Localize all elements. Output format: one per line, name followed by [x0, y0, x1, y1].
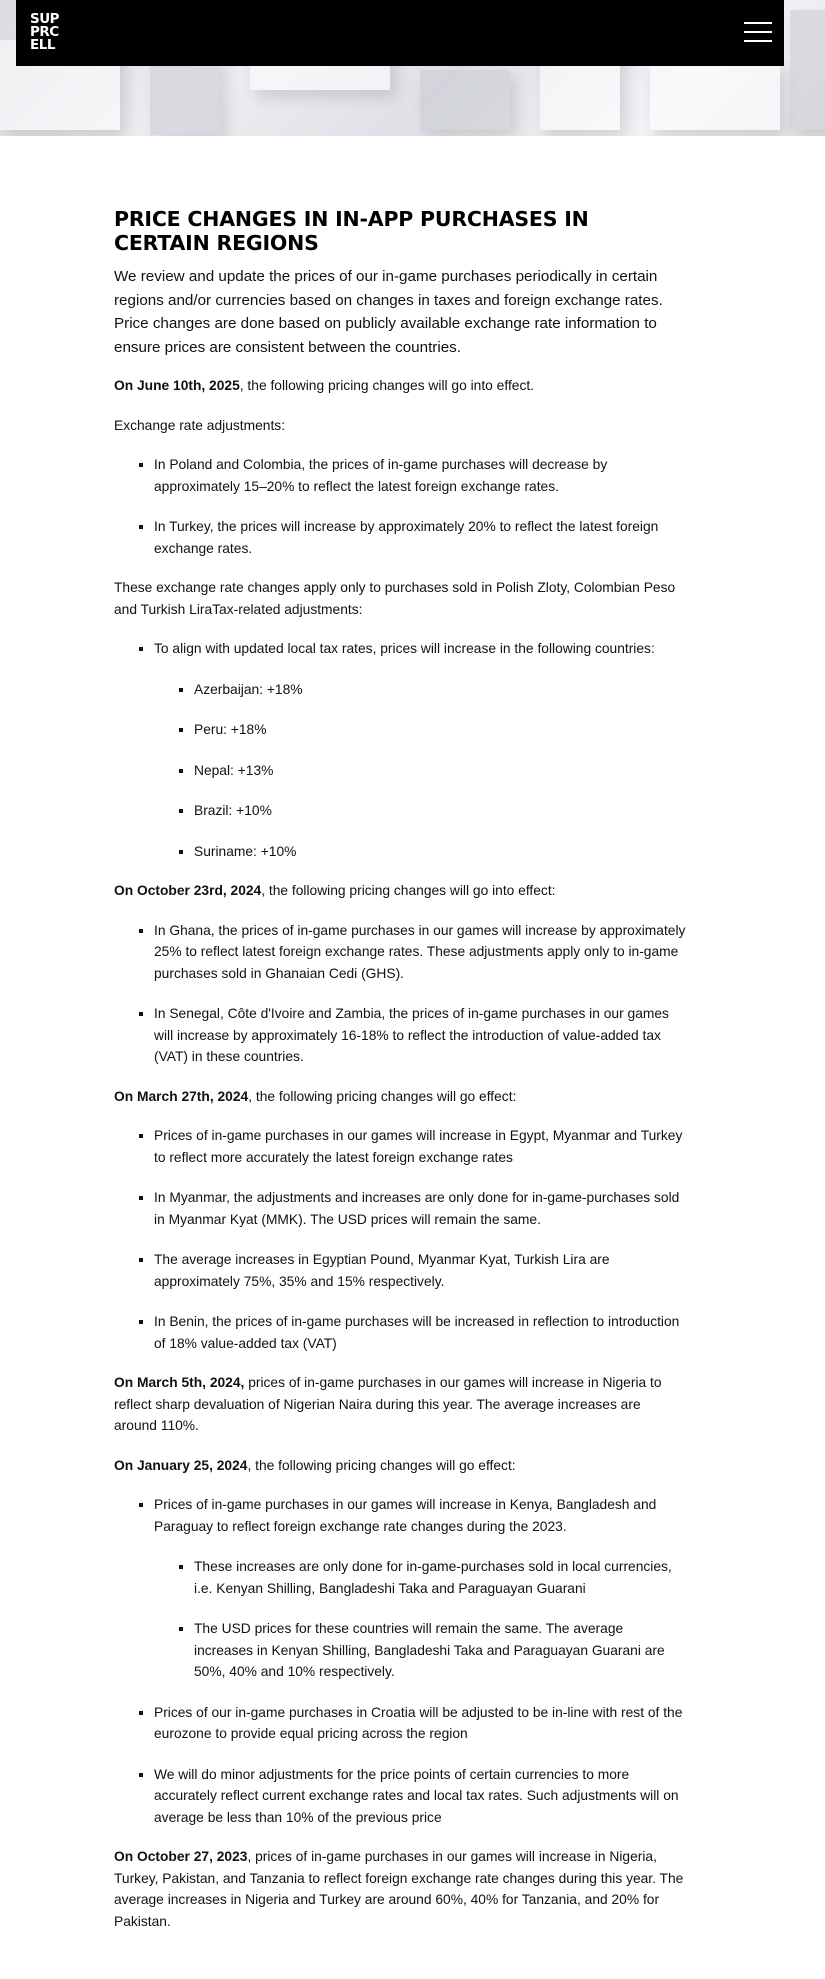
oct-2024-list — [114, 920, 686, 1068]
section-jan-2024-lead: On January 25, 2024, the following pricing changes will go effect: — [114, 1457, 516, 1473]
article-content — [114, 207, 686, 1950]
list-item: ▪ In Myanmar, the adjustments and increases are only done for in-game-purchases sold in Myanmar Kyat (MMK). The USD prices will remain the same. — [154, 1187, 686, 1230]
list-item: ▪ In Benin, the prices of in-game purchases will be increased in reflection to introduction of 18% value-added tax (VAT) — [154, 1311, 686, 1354]
mar-2024-list — [114, 1125, 686, 1354]
hamburger-menu-icon[interactable] — [744, 20, 772, 46]
exchange-heading: Exchange rate adjustments: — [114, 417, 286, 433]
list-item: ▪ Peru: +18% — [194, 719, 686, 741]
list-item: ▪ The average increases in Egyptian Pound, Myanmar Kyat, Turkish Lira are approximately 75%, 35% and 15% respectively. — [154, 1249, 686, 1292]
list-item: ▪ Azerbaijan: +18% — [194, 679, 686, 701]
page-title: PRICE CHANGES IN IN-APP PURCHASES IN CERTAIN REGIONS — [114, 207, 589, 255]
apply-note: These exchange rate changes apply only to purchases sold in Polish Zloty, Colombian Peso and Turkish LiraTax-related adjustments: — [114, 580, 676, 617]
list-item: ▪ In Poland and Colombia, the prices of in-game purchases will decrease by approximately 15–20% to reflect the latest foreign exchange rates. — [154, 454, 686, 497]
list-item: ▪ We will do minor adjustments for the price points of certain currencies to more accurately reflect current exchange rates and local tax rates. Such adjustments will on average be less than 10% of the previous price — [154, 1764, 686, 1829]
list-item: ▪ Prices of in-game purchases in our games will increase in Egypt, Myanmar and Turkey to reflect more accurately the latest foreign exchange rates — [154, 1125, 686, 1168]
section-mar-2024-lead: On March 27th, 2024, the following pricing changes will go effect: — [114, 1088, 517, 1104]
hero-decor-block — [790, 10, 825, 130]
section-june-2025-lead: On June 10th, 2025, the following pricing changes will go into effect. — [114, 378, 535, 393]
list-item: ▪ Nepal: +13% — [194, 760, 686, 782]
hero-decor-block — [420, 70, 510, 130]
list-item: ▪ To align with updated local tax rates, prices will increase in the following countries: ▪ Azerbaijan: +18% ▪ Peru: +18% ▪ Nepal: +13% ▪ Brazil: +10% ▪ Suriname: +10% — [154, 638, 686, 862]
jan-2024-list — [114, 1494, 686, 1828]
list-item: ▪ Suriname: +10% — [194, 841, 686, 863]
section-mar5-2024: On March 5th, 2024, prices of in-game purchases in our games will increase in Nigeria to reflect sharp devaluation of Nigerian Naira during this year. The average increases are around 110%. — [114, 1375, 662, 1433]
list-item: ▪ Brazil: +10% — [194, 800, 686, 822]
exchange-list — [114, 454, 686, 559]
list-item: ▪ The USD prices for these countries will remain the same. The average increases in Kenyan Shilling, Bangladeshi Taka and Paraguayan Guarani are 50%, 40% and 10% respectively. — [194, 1618, 686, 1683]
list-item: ▪ In Ghana, the prices of in-game purchases in our games will increase by approximately 25% to reflect latest foreign exchange rates. These adjustments apply only to in-game purchases sold in Ghanaian Cedi (GHS). — [154, 920, 686, 985]
jan-2024-sublist — [154, 1556, 686, 1683]
supercell-logo[interactable]: SUP PRC ELL — [30, 11, 60, 53]
hero-decor-block — [150, 55, 220, 135]
tax-list — [114, 638, 686, 862]
list-item: ▪ Prices of in-game purchases in our games will increase in Kenya, Bangladesh and Paraguay to reflect foreign exchange rate changes during the 2023. ▪ These increases are only done for in-game-purchases sold in local currencies, i.e. Kenyan Shilling, Bangladeshi Taka and Paraguayan Guarani ▪ The USD prices for these countries will remain the same. The average increases in Kenyan Shilling, Bangladeshi Taka and Paraguayan Guarani are 50%, 40% and 10% respectively. — [154, 1494, 686, 1683]
section-oct-2024-lead: On October 23rd, 2024, the following pricing changes will go into effect: — [114, 883, 556, 898]
top-navbar — [16, 0, 784, 66]
list-item: ▪ In Senegal, Côte d'Ivoire and Zambia, the prices of in-game purchases in our games will increase by approximately 16-18% to reflect the introduction of value-added tax (VAT) in these countries. — [154, 1003, 686, 1068]
intro-paragraph: We review and update the prices of our in-game purchases periodically in certain regions and/or currencies based on changes in taxes and foreign exchange rates. Price changes are done based on publicly available exchange rate information to ensure prices are consistent between the countries. — [114, 268, 663, 356]
list-item: ▪ These increases are only done for in-game-purchases sold in local currencies, i.e. Kenyan Shilling, Bangladeshi Taka and Paraguayan Guarani — [194, 1556, 686, 1599]
tax-country-list — [154, 679, 686, 863]
list-item: ▪ In Turkey, the prices will increase by approximately 20% to reflect the latest foreign exchange rates. — [154, 516, 686, 559]
hero-decor-block — [650, 60, 780, 130]
section-oct-2023: On October 27, 2023, prices of in-game purchases in our games will increase in Nigeria, Turkey, Pakistan, and Tanzania to reflect foreign exchange rate changes during this year. The average increases in Nigeria and Turkey are around 60%, 40% for Tanzania, and 20% for Pakistan. — [114, 1849, 684, 1929]
list-item: ▪ Prices of our in-game purchases in Croatia will be adjusted to be in-line with rest of the eurozone to provide equal pricing across the region — [154, 1702, 686, 1745]
